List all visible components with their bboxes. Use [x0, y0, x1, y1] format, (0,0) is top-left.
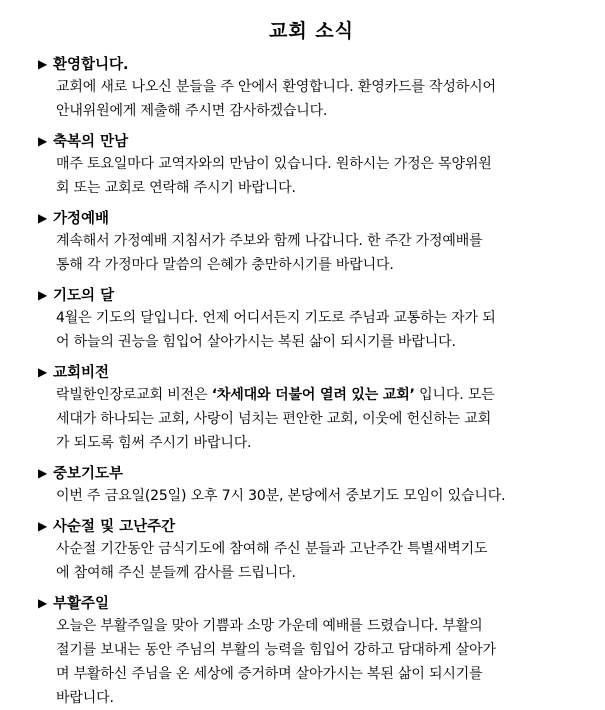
- section-heading: [38, 52, 585, 75]
- body-text: 입니다. 모든: [414, 387, 495, 403]
- section-intercessory-prayer: [38, 461, 585, 508]
- heading-text: 교회비전: [53, 365, 110, 381]
- body-line: 세대가 하나되는 교회, 사랑이 넘치는 편안한 교회, 이웃에 헌신하는 교회: [56, 411, 492, 427]
- body-line: 매주 토요일마다 교역자와의 만남이 있습니다. 원하시는 가정은 목양위원: [56, 156, 492, 172]
- triangle-bullet-icon: ▶: [38, 465, 48, 480]
- heading-text: 기도의 달: [53, 288, 115, 304]
- heading-text: 환영합니다.: [53, 57, 129, 73]
- section-heading: [38, 591, 585, 614]
- body-line: 회 또는 교회로 연락해 주시기 바랍니다.: [56, 180, 296, 196]
- section-prayer-month: [38, 283, 585, 354]
- body-line: [56, 383, 585, 407]
- triangle-bullet-icon: ▶: [38, 133, 48, 148]
- body-line: 계속해서 가정예배 지침서가 주보와 함께 나갑니다. 한 주간 가정예배를: [56, 233, 483, 249]
- heading-text: 축복의 만남: [53, 134, 129, 150]
- section-heading: [38, 283, 585, 306]
- section-family-worship: [38, 206, 585, 277]
- body-line: 교회에 새로 나오신 분들을 주 안에서 환영합니다. 환영카드를 작성하시어: [56, 79, 496, 95]
- body-line: 사순절 기간동안 금식기도에 참여해 주신 분들과 고난주간 특별새벽기도: [56, 541, 488, 557]
- body-line: 어 하늘의 권능을 힘입어 살아가시는 복된 삶이 되시기를 바랍니다.: [56, 334, 456, 350]
- section-body: [38, 383, 585, 455]
- body-line: 4월은 기도의 달입니다. 언제 어디서든지 기도로 주님과 교통하는 자가 되: [56, 310, 496, 326]
- triangle-bullet-icon: ▶: [38, 287, 48, 302]
- vision-statement: ‘차세대와 더불어 열려 있는 교회’: [211, 387, 415, 403]
- body-line: 절기를 보내는 동안 주님의 부활의 능력을 힘입어 강하고 담대하게 살아가: [56, 642, 496, 658]
- body-line: 안내위원에게 제출해 주시면 감사하겠습니다.: [56, 103, 328, 119]
- body-line: 바랍니다.: [56, 690, 114, 706]
- section-welcome: [38, 52, 585, 123]
- section-body: [38, 484, 585, 508]
- section-body: [38, 229, 585, 277]
- body-line: 오늘은 부활주일을 맞아 기쁨과 소망 가운데 예배를 드렸습니다. 부활의: [56, 618, 483, 634]
- section-body: [38, 75, 585, 123]
- body-line: 가 되도록 힘써 주시기 바랍니다.: [56, 435, 252, 451]
- heading-text: 사순절 및 고난주간: [53, 519, 176, 535]
- body-line: 이번 주 금요일(25일) 오후 7시 30분, 본당에서 중보기도 모임이 있습니다.: [56, 488, 506, 504]
- heading-text: 부활주일: [53, 596, 110, 612]
- section-heading: [38, 129, 585, 152]
- section-body: [38, 152, 585, 200]
- section-body: [38, 537, 585, 585]
- heading-text: 가정예배: [53, 211, 110, 227]
- section-heading: [38, 360, 585, 383]
- triangle-bullet-icon: ▶: [38, 56, 48, 71]
- section-church-vision: [38, 360, 585, 455]
- body-line: 통해 각 가정마다 말씀의 은혜가 충만하시기를 바랍니다.: [56, 257, 394, 273]
- triangle-bullet-icon: ▶: [38, 210, 48, 225]
- section-heading: [38, 461, 585, 484]
- triangle-bullet-icon: ▶: [38, 595, 48, 610]
- section-body: [38, 306, 585, 354]
- body-text: 락빌한인장로교회 비전은: [56, 387, 212, 403]
- triangle-bullet-icon: ▶: [38, 364, 48, 379]
- body-line: 며 부활하신 주님을 온 세상에 증거하며 살아가시는 복된 삶이 되시기를: [56, 666, 483, 682]
- section-lent-holy-week: [38, 514, 585, 585]
- section-blessing-meeting: [38, 129, 585, 200]
- triangle-bullet-icon: ▶: [38, 518, 48, 533]
- section-easter-sunday: [38, 591, 585, 710]
- section-heading: [38, 206, 585, 229]
- section-heading: [38, 514, 585, 537]
- section-body: [38, 614, 585, 710]
- heading-text: 중보기도부: [53, 466, 124, 482]
- body-line: 에 참여해 주신 분들께 감사를 드립니다.: [56, 565, 296, 581]
- page-title: 교회 소식: [268, 20, 355, 42]
